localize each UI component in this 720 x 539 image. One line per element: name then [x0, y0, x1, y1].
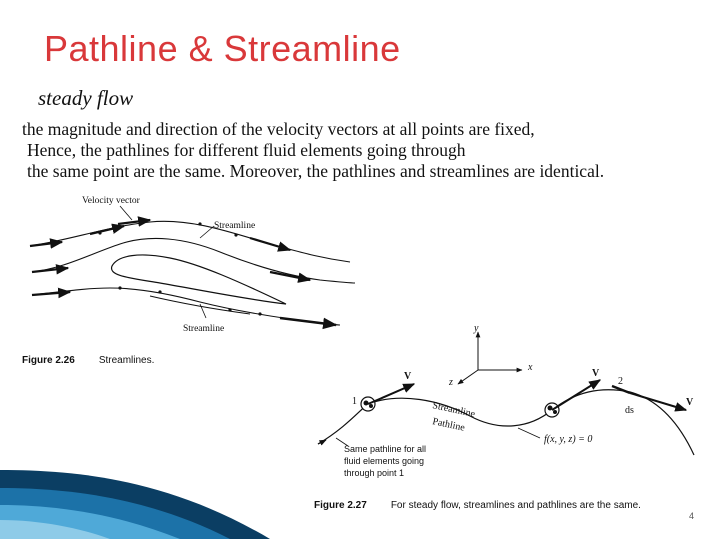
surface-equation: f(x, y, z) = 0: [544, 434, 593, 445]
note-line-3: through point 1: [344, 468, 405, 478]
v2-label: V: [592, 368, 600, 379]
ds-label: ds: [625, 405, 634, 416]
x-axis-label: x: [528, 362, 533, 373]
slide-title: Pathline & Streamline: [44, 28, 401, 69]
streamline-label-top: Streamline: [214, 221, 256, 231]
body-line-3: the same point are the same. Moreover, the pathlines and streamlines are identical.: [27, 161, 605, 181]
z-axis-label: z: [449, 377, 453, 388]
point-2-label: 2: [618, 376, 623, 387]
figure-2-27-text: For steady flow, streamlines and pathlines are the same.: [390, 500, 641, 511]
streamline-label-bottom: Streamline: [183, 324, 225, 334]
figure-2-26-number: Figure 2.26: [22, 355, 75, 366]
streamline-label: Streamline: [431, 400, 477, 420]
point-1-label: 1: [352, 396, 357, 407]
body-line-2: Hence, the pathlines for different fluid elements going through: [27, 140, 466, 160]
body-line-1: the magnitude and direction of the velocity vectors at all points are fixed,: [22, 119, 535, 139]
note-line-2: fluid elements going: [344, 456, 425, 466]
v1-label: V: [404, 371, 412, 382]
y-axis-label: y: [474, 323, 479, 334]
slide-subtitle: steady flow: [38, 86, 134, 110]
figure-2-27-number: Figure 2.27: [314, 500, 367, 511]
velocity-vector-label: Velocity vector: [82, 196, 140, 206]
figure-2-26-text: Streamlines.: [98, 355, 155, 366]
page-number: 4: [688, 511, 694, 521]
v3-label: V: [686, 397, 694, 408]
note-line-1: Same pathline for all: [344, 444, 427, 454]
pathline-label: Pathline: [431, 416, 466, 434]
